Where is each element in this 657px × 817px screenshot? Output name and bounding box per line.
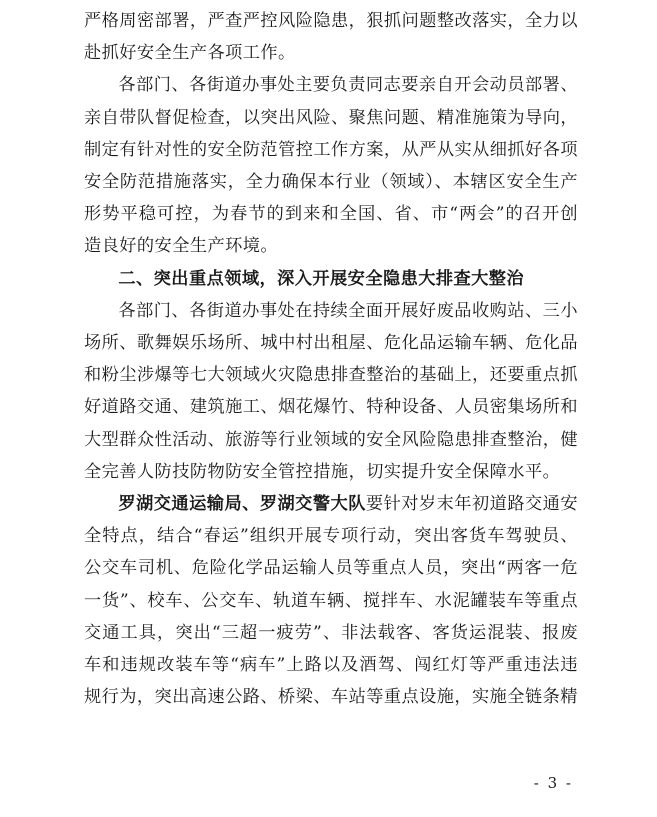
page-number: - 3 - [533, 774, 573, 792]
paragraph-key-areas: 各部门、各街道办事处在持续全面开展好废品收购站、三小场所、歌舞娱乐场所、城中村出租屋、危化品运输车辆、危化品和粉尘涉爆等七大领域火灾隐患排查整治的基础上，还要重点抓好道路交通、建筑施工、烟花爆竹、特种设备、人员密集场所和大型群众性活动、旅游等行业领域的安全风险隐患排查整治，健全完善人防技防物防安全管控措施，切实提升安全保障水平。 [84, 300, 578, 482]
lead-agency-names: 罗湖交通运输局、罗湖交警大队 [118, 494, 366, 515]
section-heading-2: 二、突出重点领域，深入开展安全隐患大排查大整治 [118, 268, 525, 289]
paragraph-traffic-text: 要针对岁末年初道路交通安全特点，结合“春运”组织开展专项行动，突出客货车驾驶员、公交车司机、危险化学品运输人员等重点人员，突出“两客一危一货”、校车、公交车、轨道车辆、搅拌车、水泥罐装车等重点交通工具，突出“三超一疲劳”、非法载客、客货运混装、报废车和违规改装车等“病车”上路以及酒驾、闯红灯等严重违法违规行为，突出高速公路、桥梁、车站等重点设施，实施全链条精 [84, 494, 578, 708]
paragraph-continuation: 严格周密部署，严查严控风险隐患，狠抓问题整改落实，全力以赴抓好安全生产各项工作。 [84, 11, 578, 64]
paragraph-traffic-bureau [84, 488, 578, 713]
paragraph-department-responsibility: 各部门、各街道办事处主要负责同志要亲自开会动员部署、亲自带队督促检查，以突出风险、聚焦问题、精准施策为导向，制定有针对性的安全防范管控工作方案，从严从实从细抓好各项安全防范措施落实，全力确保本行业（领域）、本辖区安全生产形势平稳可控，为春节的到来和全国、省、市“两会”的召开创造良好的安全生产环境。 [84, 75, 578, 257]
document-body [84, 5, 578, 713]
